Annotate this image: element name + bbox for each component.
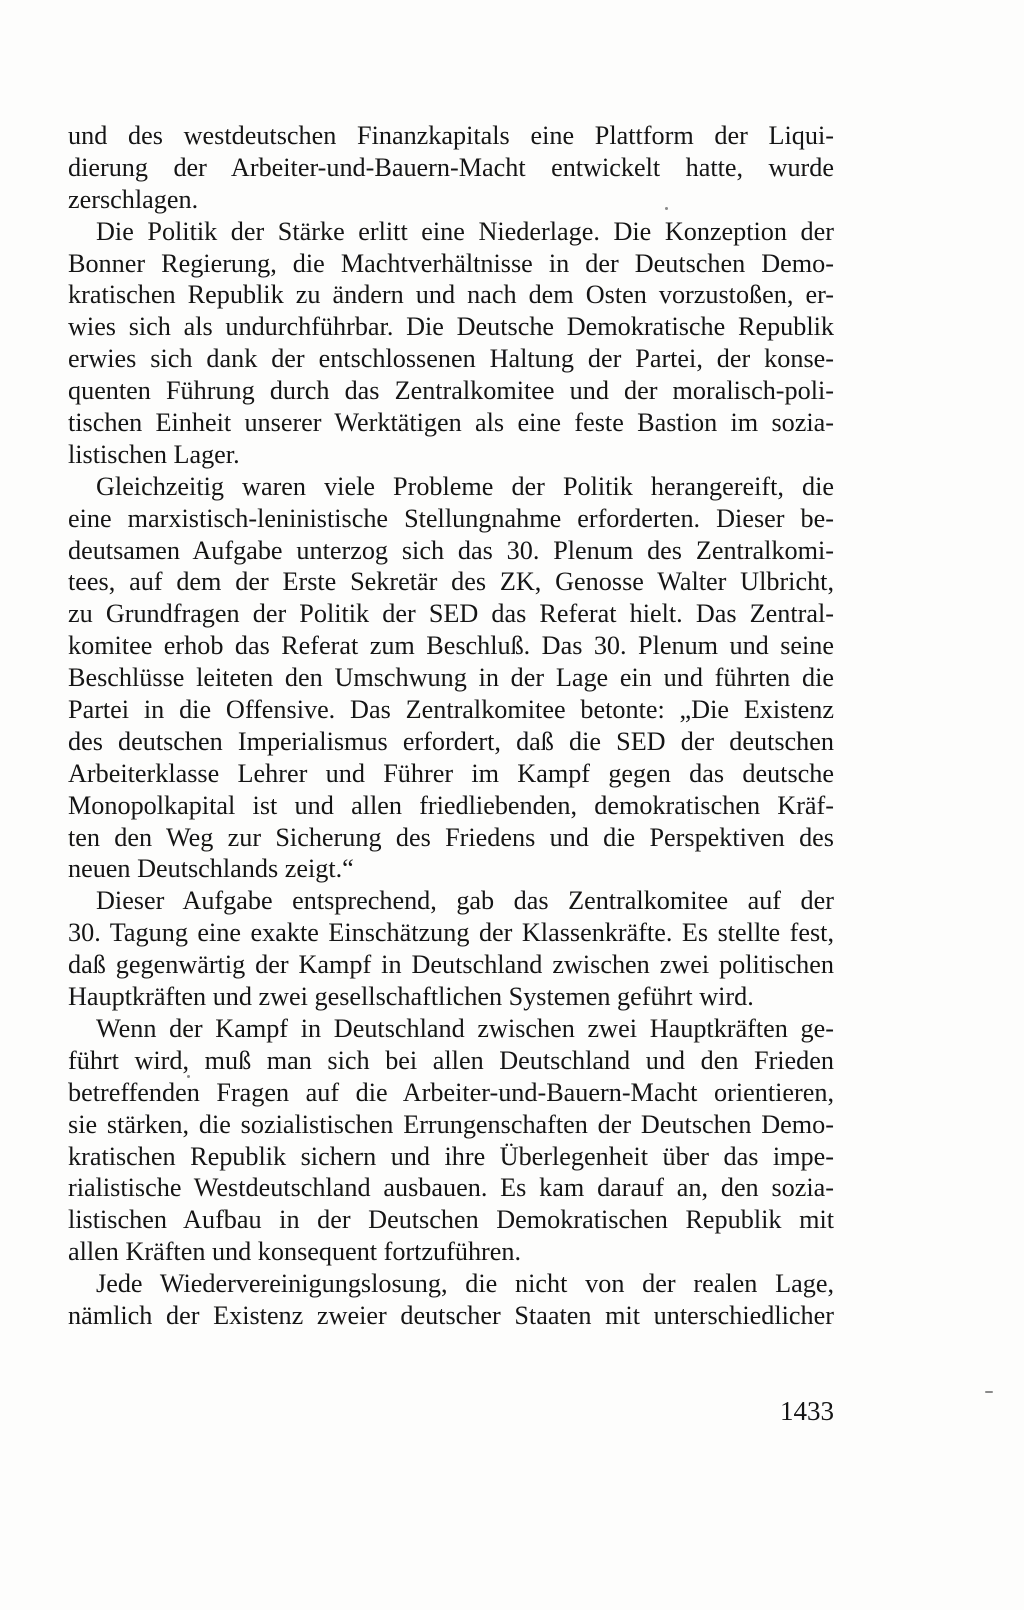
text-line: und des westdeutschen Finanzkapitals eine Plattform der Liqui- xyxy=(68,121,834,150)
text-line: rialistische Westdeutschland ausbauen. Es kam darauf an, den sozia- xyxy=(68,1173,834,1203)
paragraph xyxy=(68,1013,834,1268)
text-line: Dieser Aufgabe entsprechend, gab das Zentralkomitee auf der xyxy=(96,886,834,916)
text-line: kratischen Republik zu ändern und nach dem Osten vorzustoßen, er- xyxy=(68,280,834,310)
scan-speck xyxy=(187,1075,190,1078)
text-line: 30. Tagung eine exakte Einschätzung der Klassenkräfte. Es stellte fest, xyxy=(68,918,834,948)
paragraph xyxy=(68,120,834,216)
text-line: tischen Einheit unserer Werktätigen als eine feste Bastion im sozia- xyxy=(68,408,834,438)
paragraph xyxy=(68,471,834,886)
text-line: sie stärken, die sozialistischen Errungenschaften der Deutschen Demo- xyxy=(68,1109,834,1139)
paragraph xyxy=(68,885,834,1013)
text-line: Monopolkapital ist und allen friedliebenden, demokratischen Kräf- xyxy=(68,790,834,820)
scan-speck xyxy=(665,207,668,210)
text-line: zerschlagen. xyxy=(68,184,199,214)
text-line: dierung der Arbeiter-und-Bauern-Macht entwickelt hatte, wurde xyxy=(68,152,834,182)
text-line: allen Kräften und konsequent fortzuführen. xyxy=(68,1237,522,1267)
text-line: nämlich der Existenz zweier deutscher Staaten mit unterschiedlicher xyxy=(68,1300,834,1330)
text-line: wies sich als undurchführbar. Die Deutsche Demokratische Republik xyxy=(68,312,834,342)
text-line: deutsamen Aufgabe unterzog sich das 30. Plenum des Zentralkomi- xyxy=(68,535,834,565)
text-line: Arbeiterklasse Lehrer und Führer im Kampf gegen das deutsche xyxy=(68,758,834,788)
text-line: Hauptkräften und zwei gesellschaftlichen Systemen geführt wird. xyxy=(68,982,754,1012)
text-line: erwies sich dank der entschlossenen Haltung der Partei, der konse- xyxy=(68,344,834,374)
text-line: Die Politik der Stärke erlitt eine Niederlage. Die Konzeption der xyxy=(96,216,834,246)
text-line: tees, auf dem der Erste Sekretär des ZK, Genosse Walter Ulbricht, xyxy=(68,567,834,597)
text-line: Bonner Regierung, die Machtverhältnisse in der Deutschen Demo- xyxy=(68,248,834,278)
text-line: Beschlüsse leiteten den Umschwung in der Lage ein und führten die xyxy=(68,663,834,693)
text-line: Wenn der Kampf in Deutschland zwischen zwei Hauptkräften ge- xyxy=(96,1013,834,1043)
text-line: listischen Lager. xyxy=(68,439,240,469)
paragraph xyxy=(68,216,834,471)
text-line: kratischen Republik sichern und ihre Überlegenheit über das impe- xyxy=(68,1141,834,1171)
text-line: listischen Aufbau in der Deutschen Demokratischen Republik mit xyxy=(68,1205,834,1235)
page-number: 1433 xyxy=(780,1396,834,1426)
text-line: Jede Wiedervereinigungslosung, die nicht von der realen Lage, xyxy=(96,1269,834,1299)
text-line: Gleichzeitig waren viele Probleme der Politik herangereift, die xyxy=(96,471,834,501)
text-line: des deutschen Imperialismus erfordert, daß die SED der deutschen xyxy=(68,726,834,756)
text-line: führt wird, muß man sich bei allen Deutschland und den Frieden xyxy=(68,1045,834,1075)
text-line: zu Grundfragen der Politik der SED das Referat hielt. Das Zentral- xyxy=(68,599,834,629)
text-line: komitee erhob das Referat zum Beschluß. Das 30. Plenum und seine xyxy=(68,631,834,661)
text-line: quenten Führung durch das Zentralkomitee und der moralisch-poli- xyxy=(68,376,834,406)
text-line: ten den Weg zur Sicherung des Friedens und die Perspektiven des xyxy=(68,822,834,852)
text-line: neuen Deutschlands zeigt.“ xyxy=(68,854,354,884)
text-line: daß gegenwärtig der Kampf in Deutschland zwischen zwei politischen xyxy=(68,950,834,980)
scan-speck xyxy=(985,1391,993,1393)
paragraph xyxy=(68,1268,834,1332)
body-text xyxy=(68,120,834,1332)
text-line: Partei in die Offensive. Das Zentralkomitee betonte: „Die Existenz xyxy=(68,695,834,725)
text-line: betreffenden Fragen auf die Arbeiter-und-Bauern-Macht orientieren, xyxy=(68,1077,834,1107)
text-line: eine marxistisch-leninistische Stellungnahme erforderten. Dieser be- xyxy=(68,503,834,533)
